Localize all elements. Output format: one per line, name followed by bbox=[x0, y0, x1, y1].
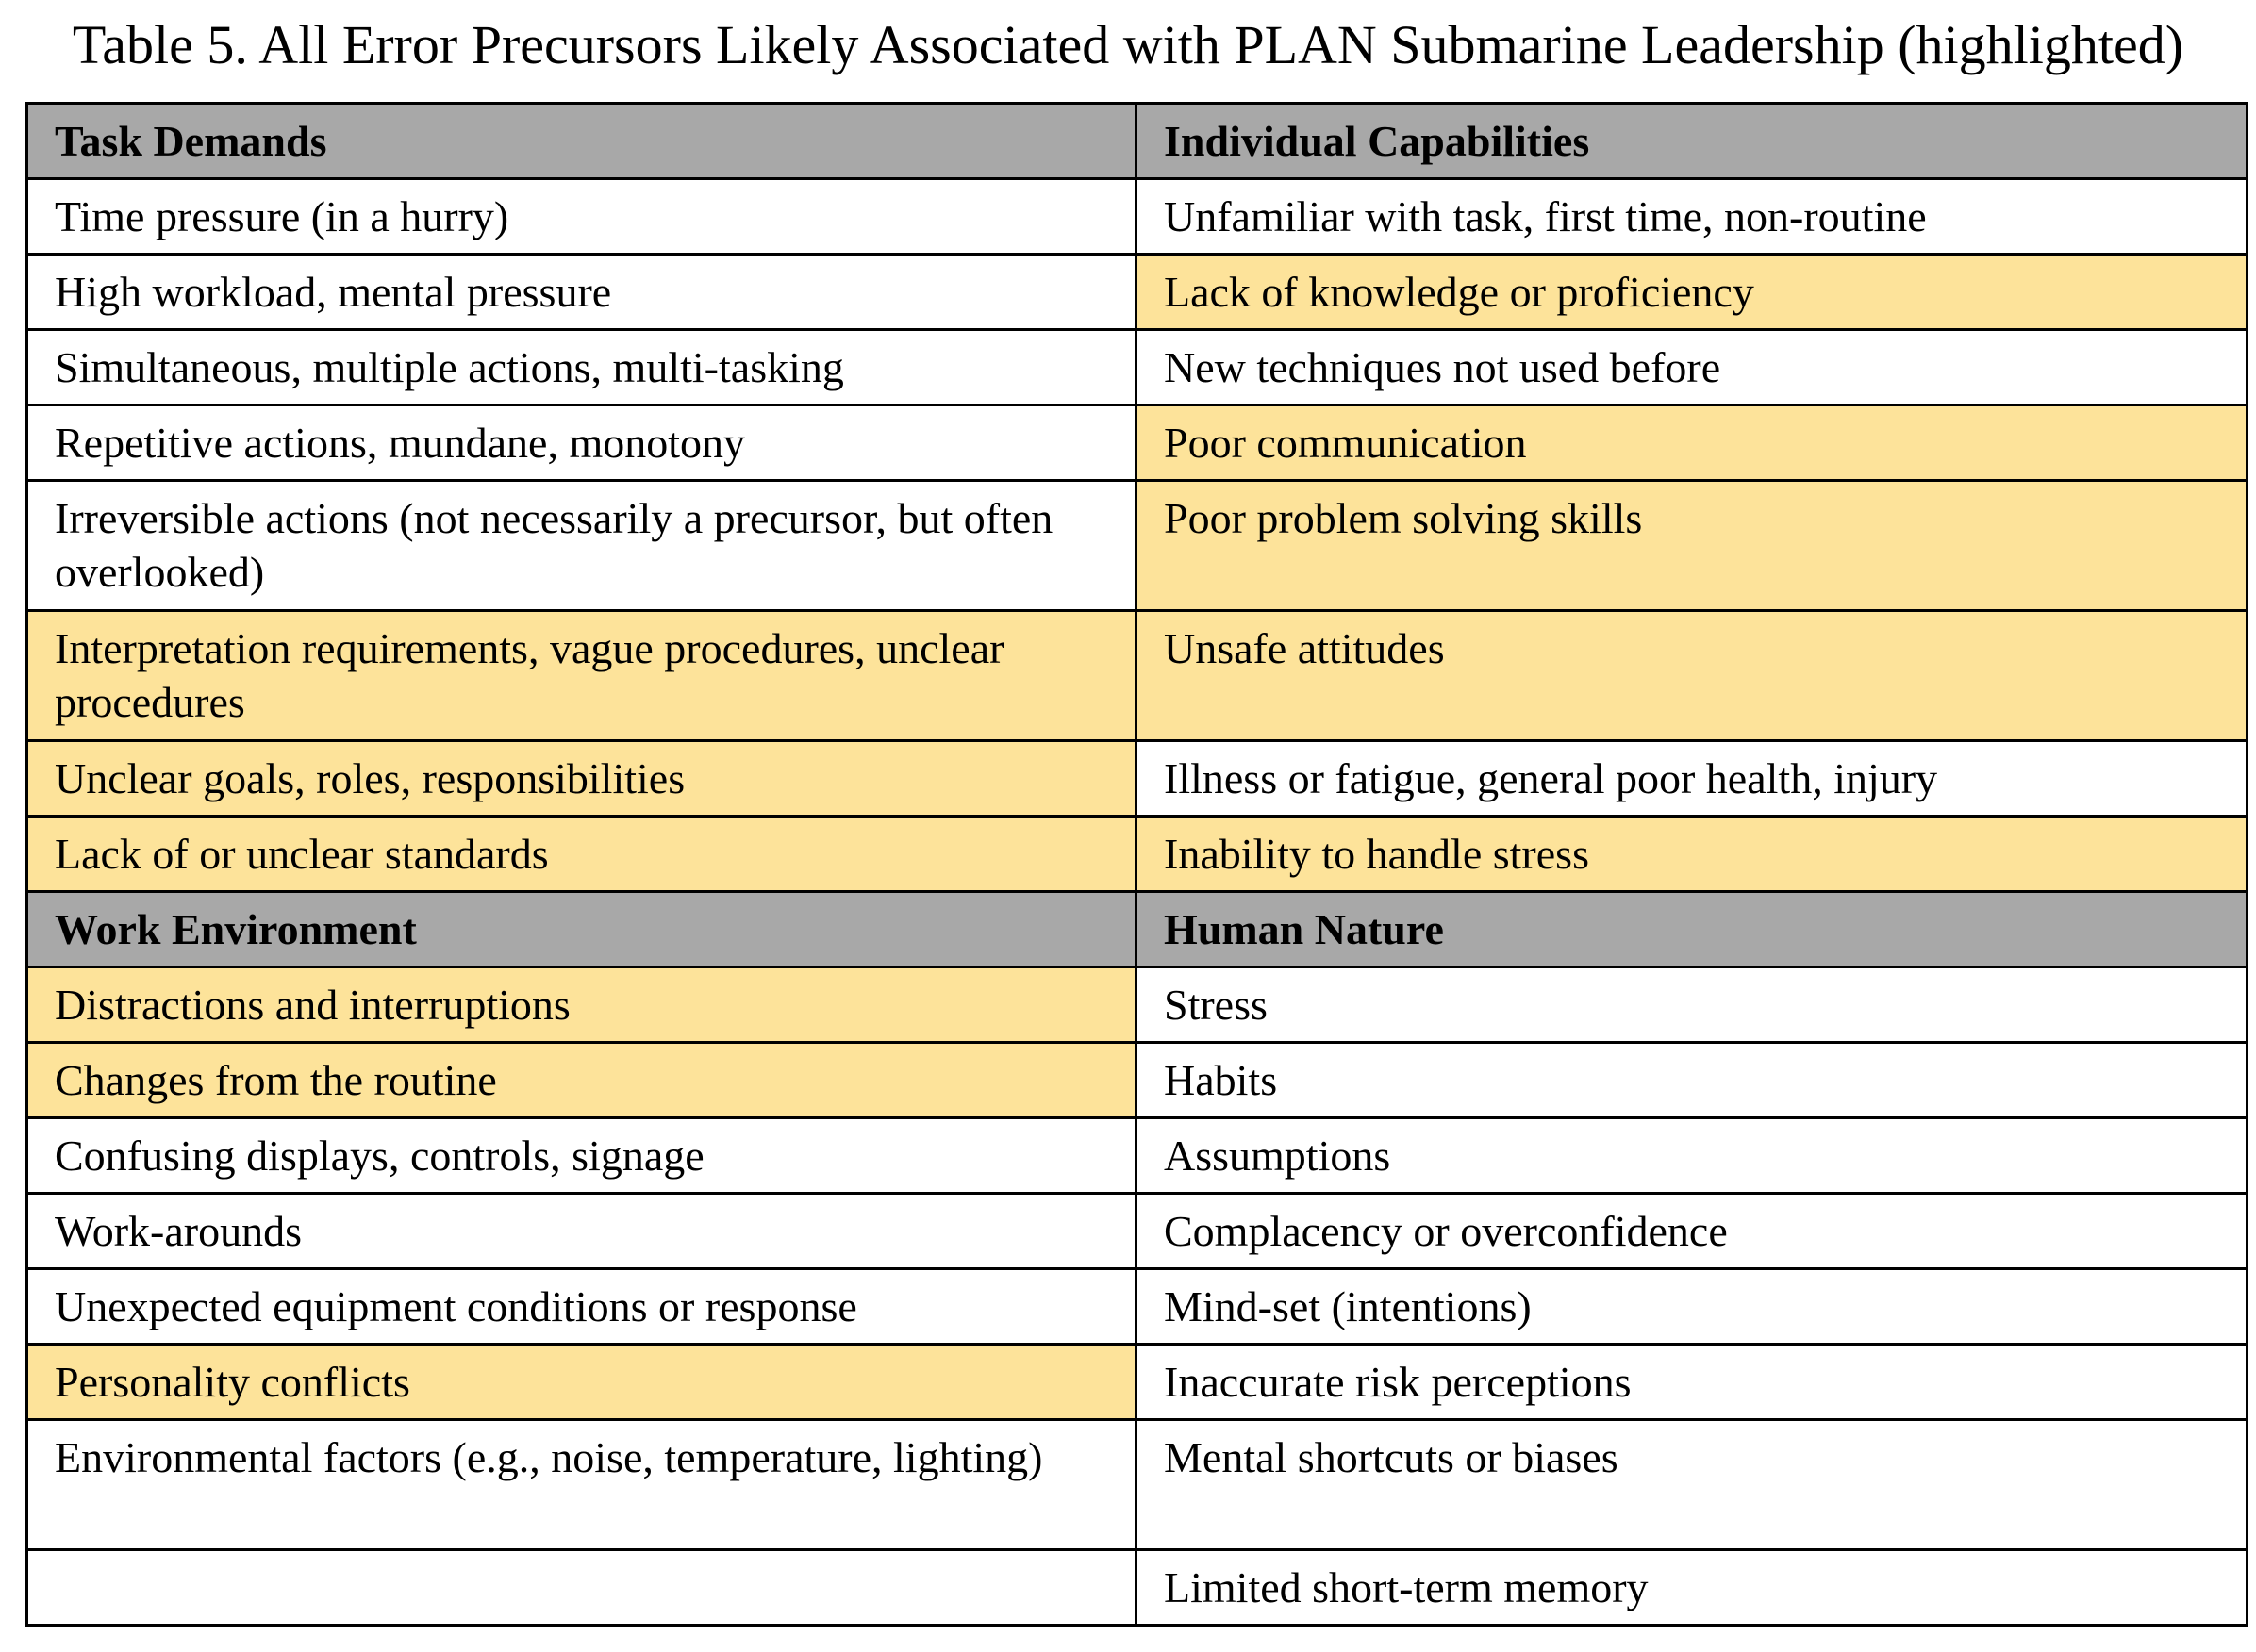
table-row bbox=[27, 1194, 2248, 1269]
table-cell: Illness or fatigue, general poor health, injury bbox=[1136, 741, 2248, 817]
table-cell: Unfamiliar with task, first time, non-routine bbox=[1136, 179, 2248, 255]
table-cell: Simultaneous, multiple actions, multi-tasking bbox=[27, 330, 1136, 405]
table-cell: Distractions and interruptions bbox=[27, 967, 1136, 1043]
table-row bbox=[27, 1420, 2248, 1550]
table-cell: Assumptions bbox=[1136, 1118, 2248, 1194]
table-cell: Irreversible actions (not necessarily a precursor, but often overlooked) bbox=[27, 481, 1136, 611]
table-cell: Lack of knowledge or proficiency bbox=[1136, 255, 2248, 330]
section-header-individual-capabilities: Individual Capabilities bbox=[1136, 104, 2248, 179]
section-header-human-nature: Human Nature bbox=[1136, 892, 2248, 967]
table-cell: Changes from the routine bbox=[27, 1043, 1136, 1118]
table-row bbox=[27, 405, 2248, 481]
table-row bbox=[27, 1043, 2248, 1118]
table-cell: Lack of or unclear standards bbox=[27, 817, 1136, 892]
table-cell: Stress bbox=[1136, 967, 2248, 1043]
table-row bbox=[27, 817, 2248, 892]
table-row bbox=[27, 255, 2248, 330]
table-cell: Poor problem solving skills bbox=[1136, 481, 2248, 611]
table-row bbox=[27, 741, 2248, 817]
table-row bbox=[27, 1345, 2248, 1420]
table-row bbox=[27, 967, 2248, 1043]
table-cell: Environmental factors (e.g., noise, temperature, lighting) bbox=[27, 1420, 1136, 1550]
table-cell: Unexpected equipment conditions or response bbox=[27, 1269, 1136, 1345]
table-cell: Work-arounds bbox=[27, 1194, 1136, 1269]
table-cell: Confusing displays, controls, signage bbox=[27, 1118, 1136, 1194]
table-row bbox=[27, 481, 2248, 611]
table-cell: Limited short-term memory bbox=[1136, 1550, 2248, 1626]
table-cell: Poor communication bbox=[1136, 405, 2248, 481]
table-cell: Inability to handle stress bbox=[1136, 817, 2248, 892]
table-cell: Personality conflicts bbox=[27, 1345, 1136, 1420]
table-row bbox=[27, 330, 2248, 405]
table-cell: Time pressure (in a hurry) bbox=[27, 179, 1136, 255]
table-cell: Inaccurate risk perceptions bbox=[1136, 1345, 2248, 1420]
section-header-work-environment: Work Environment bbox=[27, 892, 1136, 967]
table-row bbox=[27, 611, 2248, 741]
table-row bbox=[27, 1550, 2248, 1626]
table-cell: Repetitive actions, mundane, monotony bbox=[27, 405, 1136, 481]
table-cell: Complacency or overconfidence bbox=[1136, 1194, 2248, 1269]
table-cell: Unclear goals, roles, responsibilities bbox=[27, 741, 1136, 817]
table-cell: Habits bbox=[1136, 1043, 2248, 1118]
error-precursors-table bbox=[25, 102, 2248, 1627]
table-row bbox=[27, 179, 2248, 255]
table-cell: Mind-set (intentions) bbox=[1136, 1269, 2248, 1345]
section-header-row bbox=[27, 104, 2248, 179]
table-cell: Interpretation requirements, vague procedures, unclear procedures bbox=[27, 611, 1136, 741]
table-cell bbox=[27, 1550, 1136, 1626]
table-row bbox=[27, 1118, 2248, 1194]
section-header-row bbox=[27, 892, 2248, 967]
table-cell: Mental shortcuts or biases bbox=[1136, 1420, 2248, 1550]
table-caption: Table 5. All Error Precursors Likely Associated with PLAN Submarine Leadership (highlighted) bbox=[72, 14, 2184, 75]
section-header-task-demands: Task Demands bbox=[27, 104, 1136, 179]
table-cell: New techniques not used before bbox=[1136, 330, 2248, 405]
table-cell: Unsafe attitudes bbox=[1136, 611, 2248, 741]
table-cell: High workload, mental pressure bbox=[27, 255, 1136, 330]
table-row bbox=[27, 1269, 2248, 1345]
